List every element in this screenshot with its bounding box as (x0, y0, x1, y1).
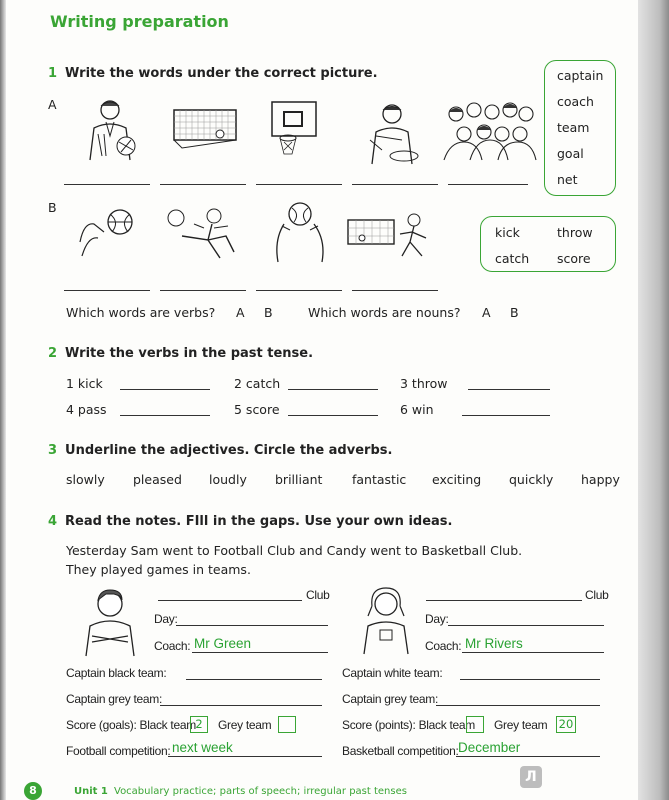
right-club-label: Club (585, 588, 609, 602)
right-coach-answer[interactable]: Mr Rivers (465, 636, 523, 651)
ex3-text: Underline the adjectives. Circle the adverbs. (65, 443, 393, 458)
word-throw: throw (557, 225, 593, 240)
right-club-blank[interactable] (426, 600, 582, 601)
past-tense-blank-1[interactable] (120, 389, 210, 390)
question-verbs: Which words are verbs? (66, 305, 216, 320)
left-score-black-box[interactable]: 2 (190, 716, 208, 733)
answer-line-b4[interactable] (352, 290, 438, 291)
left-coach-label: Coach: (154, 639, 191, 653)
answer-line-b1[interactable] (64, 290, 150, 291)
left-day-label: Day: (154, 612, 178, 626)
past-tense-item-4: 4 pass (66, 402, 107, 417)
left-captain-grey-label: Captain grey team: (66, 692, 162, 706)
answer-line-a5[interactable] (448, 184, 528, 185)
word-goal: goal (557, 146, 584, 161)
goal-net-picture (170, 106, 242, 152)
word-loudly[interactable]: loudly (209, 472, 247, 487)
footer-unit: Unit 1 (74, 786, 108, 797)
kick-picture (164, 206, 242, 262)
left-competition-label: Football competition: (66, 744, 171, 758)
right-captain-grey-label: Captain grey team: (342, 692, 438, 706)
ex3-instruction (48, 443, 392, 458)
ex2-instruction (48, 346, 313, 361)
right-day-label: Day: (425, 612, 449, 626)
right-score-grey-box[interactable]: 20 (556, 716, 576, 733)
word-catch: catch (495, 251, 530, 266)
ex1-number: 1 (48, 66, 58, 81)
right-grey-team-label: Grey team (494, 718, 548, 732)
word-score: score (557, 251, 591, 266)
page-title: Writing preparation (50, 12, 229, 31)
nouns-option-a[interactable]: A (482, 305, 491, 320)
right-coach-line (462, 652, 604, 653)
word-captain: captain (557, 68, 604, 83)
word-fantastic[interactable]: fantastic (352, 472, 407, 487)
verbs-option-b[interactable]: B (264, 305, 273, 320)
left-coach-line (192, 652, 328, 653)
ex2-text: Write the verbs in the past tense. (65, 346, 314, 361)
watermark-logo: Л (520, 766, 542, 788)
left-competition-answer[interactable]: next week (172, 740, 233, 755)
coach-picture (362, 100, 432, 168)
ex3-number: 3 (48, 443, 58, 458)
past-tense-item-6: 6 win (400, 402, 434, 417)
past-tense-blank-4[interactable] (120, 415, 210, 416)
left-club-label: Club (306, 588, 330, 602)
left-competition-line (168, 756, 322, 757)
left-score-label: Score (goals): Black team (66, 718, 196, 732)
past-tense-item-5: 5 score (234, 402, 280, 417)
right-captain-white-label: Captain white team: (342, 666, 443, 680)
right-score-label: Score (points): Black team (342, 718, 475, 732)
captain-picture (76, 96, 146, 166)
left-club-blank[interactable] (158, 600, 302, 601)
past-tense-item-2: 2 catch (234, 376, 281, 391)
ex4-story-line-1: Yesterday Sam went to Football Club and Candy went to Basketball Club. (66, 543, 523, 558)
past-tense-blank-3[interactable] (468, 389, 550, 390)
page-number-badge: 8 (24, 782, 42, 800)
ex2-number: 2 (48, 346, 58, 361)
word-slowly[interactable]: slowly (66, 472, 105, 487)
ex4-text: Read the notes. FIll in the gaps. Use your own ideas. (65, 514, 453, 529)
past-tense-item-3: 3 throw (400, 376, 448, 391)
right-coach-label: Coach: (425, 639, 462, 653)
right-captain-white-blank[interactable] (460, 679, 600, 680)
page-right-edge (638, 0, 669, 800)
ex1-text: Write the words under the correct picture. (65, 66, 378, 81)
right-score-black-box[interactable] (466, 716, 484, 733)
word-happy[interactable]: happy (581, 472, 620, 487)
word-team: team (557, 120, 590, 135)
answer-line-a4[interactable] (352, 184, 438, 185)
left-score-grey-box[interactable] (278, 716, 296, 733)
nouns-option-b[interactable]: B (510, 305, 519, 320)
left-grey-team-label: Grey team (218, 718, 272, 732)
row-b-label: B (48, 200, 57, 215)
catch-picture (74, 202, 144, 262)
sam-portrait (78, 586, 144, 658)
answer-line-a1[interactable] (64, 184, 150, 185)
left-day-blank[interactable] (176, 625, 328, 626)
throw-picture (268, 200, 328, 266)
right-competition-line (456, 756, 600, 757)
left-captain-grey-blank[interactable] (160, 705, 322, 706)
ex4-number: 4 (48, 514, 58, 529)
right-day-blank[interactable] (448, 625, 604, 626)
word-net: net (557, 172, 578, 187)
answer-line-a3[interactable] (256, 184, 342, 185)
word-brilliant[interactable]: brilliant (275, 472, 323, 487)
past-tense-blank-6[interactable] (462, 415, 550, 416)
nouns-word-box (544, 60, 616, 196)
word-exciting[interactable]: exciting (432, 472, 482, 487)
ex1-instruction (48, 66, 378, 81)
past-tense-item-1: 1 kick (66, 376, 103, 391)
team-picture (440, 100, 540, 162)
right-captain-grey-blank[interactable] (436, 705, 600, 706)
word-quickly[interactable]: quickly (509, 472, 554, 487)
answer-line-b3[interactable] (256, 290, 342, 291)
footer-description: Vocabulary practice; parts of speech; irregular past tenses (114, 786, 407, 797)
question-nouns: Which words are nouns? (308, 305, 461, 320)
verbs-option-a[interactable]: A (236, 305, 245, 320)
verbs-word-box (480, 216, 616, 272)
right-competition-answer[interactable]: December (458, 740, 521, 755)
answer-line-a2[interactable] (160, 184, 246, 185)
ex4-instruction (48, 514, 452, 529)
word-coach: coach (557, 94, 594, 109)
candy-portrait (354, 584, 420, 656)
left-coach-answer[interactable]: Mr Green (194, 636, 252, 651)
word-pleased[interactable]: pleased (133, 472, 182, 487)
past-tense-blank-2[interactable] (288, 389, 378, 390)
page-left-edge (0, 0, 6, 800)
ex4-story-line-2: They played games in teams. (66, 562, 251, 577)
right-competition-label: Basketball competition: (342, 744, 459, 758)
row-a-label: A (48, 97, 57, 112)
word-kick: kick (495, 225, 520, 240)
score-picture (344, 212, 438, 262)
basketball-net-picture (266, 100, 326, 160)
answer-line-b2[interactable] (160, 290, 246, 291)
past-tense-blank-5[interactable] (288, 415, 378, 416)
left-captain-black-label: Captain black team: (66, 666, 167, 680)
left-captain-black-blank[interactable] (186, 679, 322, 680)
